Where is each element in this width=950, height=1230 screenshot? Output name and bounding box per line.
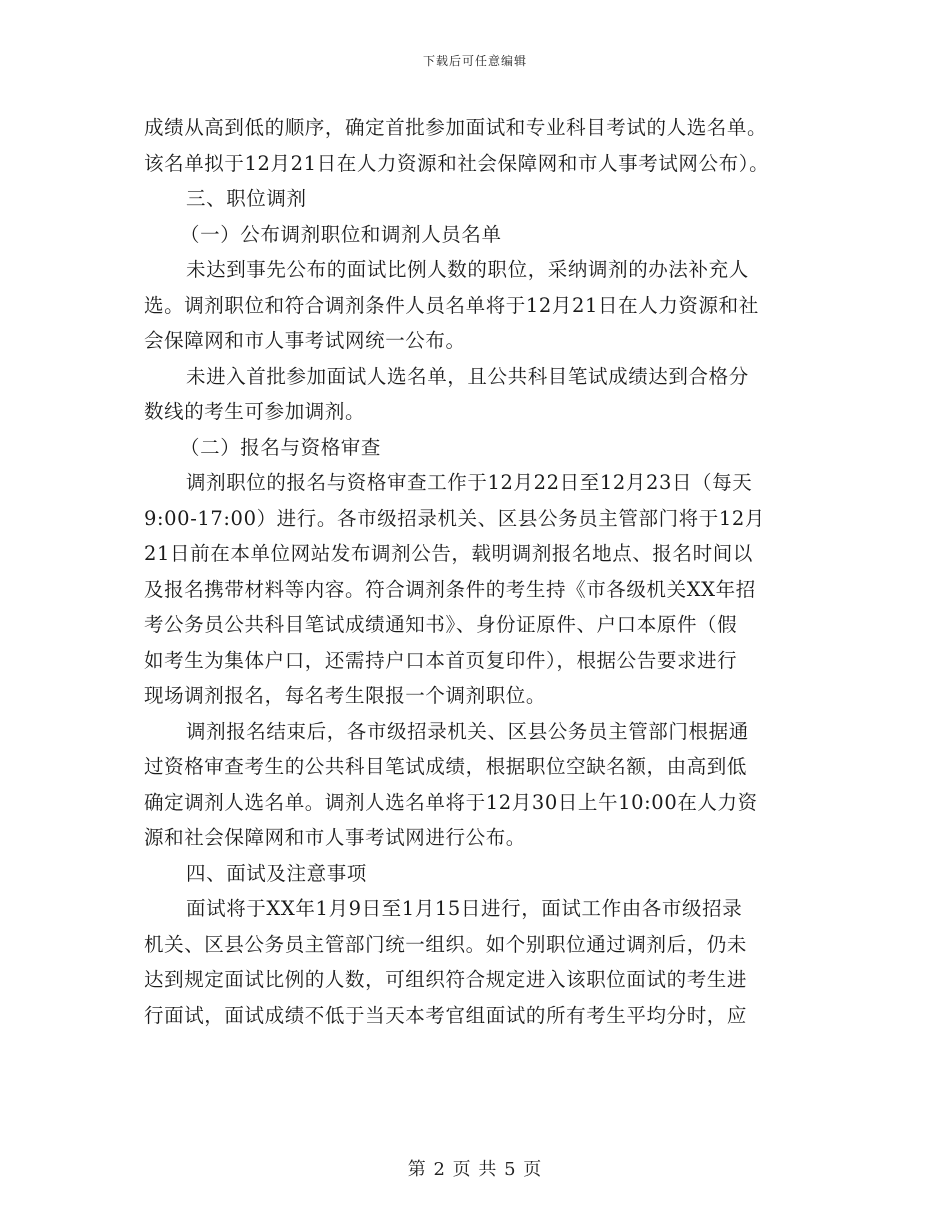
body-line: 达到规定面试比例的人数，可组织符合规定进入该职位面试的考生进: [144, 968, 748, 991]
document-body: [144, 110, 816, 1033]
body-line: 现场调剂报名，每名考生限报一个调剂职位。: [144, 684, 547, 707]
body-line: 选。调剂职位和符合调剂条件人员名单将于12月21日在人力资源和社: [144, 293, 759, 317]
section-heading: 三、职位调剂: [186, 187, 307, 210]
page-header: 下载后可任意编辑: [422, 54, 527, 68]
body-line: 确定调剂人选名单。调剂人选名单将于12月30日上午10:00在人力资: [144, 790, 758, 814]
body-line: 如考生为集体户口，还需持户口本首页复印件），根据公告要求进行: [144, 648, 738, 672]
body-line: 成绩从高到低的顺序，确定首批参加面试和专业科目考试的人选名单。: [144, 116, 768, 139]
body-line: 调剂报名结束后，各市级招录机关、区县公务员主管部门根据通: [186, 719, 749, 743]
body-line: 该名单拟于12月21日在人力资源和社会保障网和市人事考试网公布）。: [144, 151, 770, 175]
body-line: 及报名携带材料等内容。符合调剂条件的考生持《市各级机关XX年招: [144, 577, 756, 601]
body-line: 未达到事先公布的面试比例人数的职位，采纳调剂的办法补充人: [186, 258, 749, 281]
body-line: 调剂职位的报名与资格审查工作于12月22日至12月23日（每天: [186, 471, 753, 494]
body-line: 会保障网和市人事考试网统一公布。: [144, 329, 466, 352]
body-line: 21日前在本单位网站发布调剂公告，载明调剂报名地点、报名时间以: [144, 542, 753, 565]
body-line: 行面试，面试成绩不低于当天本考官组面试的所有考生平均分时，应: [144, 1003, 748, 1027]
body-line: 考公务员公共科目笔试成绩通知书》、身份证原件、户口本原件（假: [144, 613, 738, 636]
subsection-heading: （一）公布调剂职位和调剂人员名单: [180, 222, 502, 246]
body-line: 数线的考生可参加调剂。: [144, 400, 366, 423]
body-line: 9:00-17:00）进行。各市级招录机关、区县公务员主管部门将于12月: [144, 506, 765, 530]
body-line: 过资格审查考生的公共科目笔试成绩，根据职位空缺名额，由高到低: [144, 755, 748, 778]
page-number: 第 2 页 共 5 页: [407, 1159, 543, 1180]
section-heading: 四、面试及注意事项: [186, 861, 367, 885]
subsection-heading: （二）报名与资格审查: [180, 435, 382, 459]
body-line: 面试将于XX年1月9日至1月15日进行，面试工作由各市级招录: [186, 897, 743, 920]
body-line: 机关、区县公务员主管部门统一组织。如个别职位通过调剂后，仍未: [144, 932, 748, 956]
body-line: 源和社会保障网和市人事考试网进行公布。: [144, 826, 526, 849]
body-line: 未进入首批参加面试人选名单，且公共科目笔试成绩达到合格分: [186, 364, 749, 388]
